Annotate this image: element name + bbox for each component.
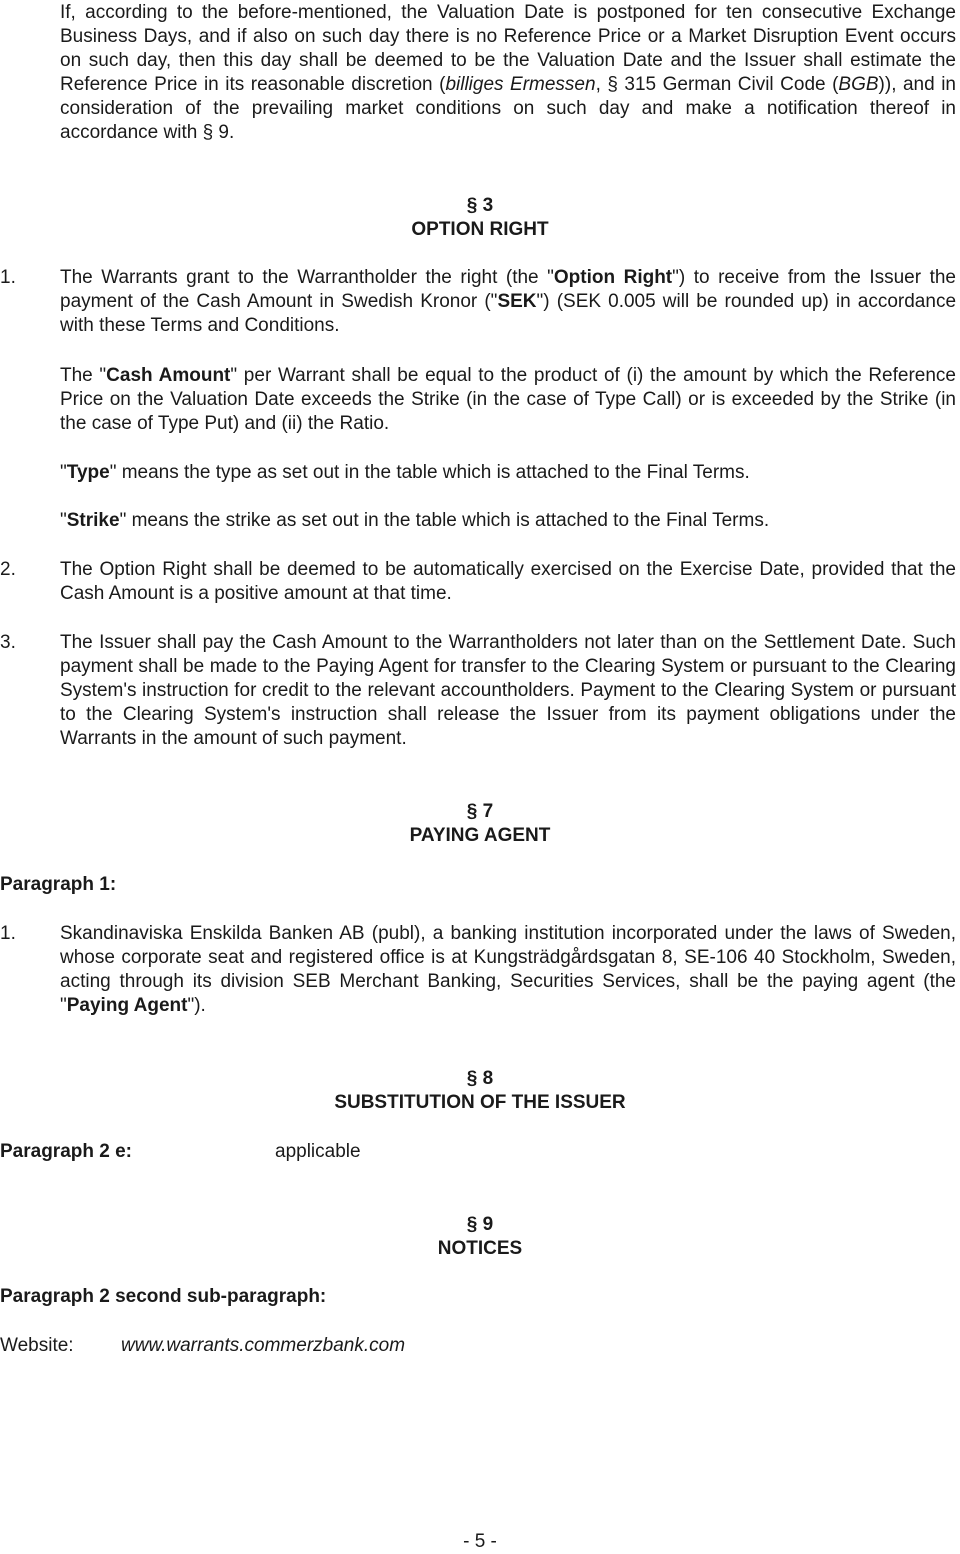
paying-agent-term: Paying Agent <box>66 995 188 1016</box>
item1-text-c: ") to receive from the Issuer the payment of the Cash Amount in Swedish Kronor (" <box>60 267 956 312</box>
section-3-item-1 <box>60 266 956 338</box>
cash-amount-term: Cash Amount <box>106 365 231 386</box>
section-3-item-1-number: 1. <box>0 267 16 288</box>
section-7-symbol: § 7 <box>466 801 494 822</box>
website-link[interactable]: www.warrants.commerzbank.com <box>121 1335 406 1356</box>
section-8-symbol: § 8 <box>466 1068 494 1089</box>
section-9-symbol: § 9 <box>466 1214 494 1235</box>
section-8-title: SUBSTITUTION OF THE ISSUER <box>334 1092 626 1113</box>
section-3-item-3: The Issuer shall pay the Cash Amount to the Warrantholders not later than on the Settlement Date. Such payment shall be made to the Paying Agent for transfer to the Clearing System or pursuant to the Clearing System's instruction for credit to the relevant accountholders. Payment to the Clearing System or pursuant to the Clearing System's instruction shall release the Issuer from its payment obligations under the Warrants in the amount of such payment. <box>60 632 956 749</box>
section-3-item-2: The Option Right shall be deemed to be automatically exercised on the Exercise Date, provided that the Cash Amount is a positive amount at that time. <box>60 559 956 604</box>
type-text-a: " <box>60 462 67 483</box>
section-9-title: NOTICES <box>437 1238 523 1259</box>
cash-text-a: The " <box>60 365 107 386</box>
section-8-paragraph-label: Paragraph 2 e: <box>0 1141 132 1162</box>
option-right-term: Option Right <box>553 267 673 288</box>
strike-text-c: " means the strike as set out in the table which is attached to the Final Terms. <box>119 510 770 531</box>
cash-text-c: " per Warrant shall be equal to the product of (i) the amount by which the Reference Price on the Valuation Date exceeds the Strike (in the case of Type Call) or is exceeded by the Strike (in the case of Type Put) and (ii) the Ratio. <box>60 365 956 434</box>
sek-term: SEK <box>497 291 537 312</box>
item1-text-e: ") (SEK 0.005 will be rounded up) in accordance with these Terms and Conditions. <box>60 291 957 336</box>
type-text-c: " means the type as set out in the table which is attached to the Final Terms. <box>109 462 750 483</box>
intro-italic-2: BGB <box>838 74 879 95</box>
paying-agent-text-c: "). <box>187 995 206 1016</box>
section-3-title: OPTION RIGHT <box>411 219 549 240</box>
intro-text-1: If, according to the before-mentioned, the Valuation Date is postponed for ten consecutive Exchange Business Days, and if also on such day there is no Reference Price or a Market Disruption Event occurs on such day, then this day shall be deemed to be the Valuation Date and the Issuer shall estimate the Reference Price in its reasonable discretion ( <box>60 2 956 95</box>
section-3-item-2-number: 2. <box>0 559 16 580</box>
section-3-item-3-number: 3. <box>0 632 16 653</box>
intro-paragraph <box>60 1 956 145</box>
type-definition <box>60 461 956 485</box>
intro-italic-1: billiges Ermessen <box>445 74 596 95</box>
section-3-symbol: § 3 <box>466 195 494 216</box>
type-term: Type <box>66 462 110 483</box>
section-7-title: PAYING AGENT <box>409 825 551 846</box>
website-label: Website: <box>0 1335 74 1356</box>
section-7-item-1-number: 1. <box>0 923 16 944</box>
intro-text-3: )), and in consideration of the prevailing market conditions on such day and make a notification thereof in accordance with § 9. <box>60 74 956 143</box>
item1-text-a: The Warrants grant to the Warrantholder the right (the " <box>60 267 554 288</box>
section-7-item-1 <box>60 922 956 1018</box>
paying-agent-text-a: Skandinaviska Enskilda Banken AB (publ), a banking institution incorporated under the laws of Sweden, whose corporate seat and registered office is at Kungsträdgårdsgatan 8, SE-106 40 Stockholm, Sweden, acting through its division SEB Merchant Banking, Securities Services, shall be the paying agent (the " <box>60 923 956 1016</box>
intro-text-2: , § 315 German Civil Code ( <box>595 74 839 95</box>
section-9-paragraph-label: Paragraph 2 second sub-paragraph: <box>0 1286 327 1307</box>
cash-amount-definition <box>60 364 956 436</box>
section-7-paragraph-label: Paragraph 1: <box>0 874 117 895</box>
strike-text-a: " <box>60 510 67 531</box>
page-number: - 5 - <box>463 1531 497 1552</box>
section-8-value: applicable <box>275 1141 361 1162</box>
strike-definition <box>60 509 956 533</box>
strike-term: Strike <box>66 510 120 531</box>
